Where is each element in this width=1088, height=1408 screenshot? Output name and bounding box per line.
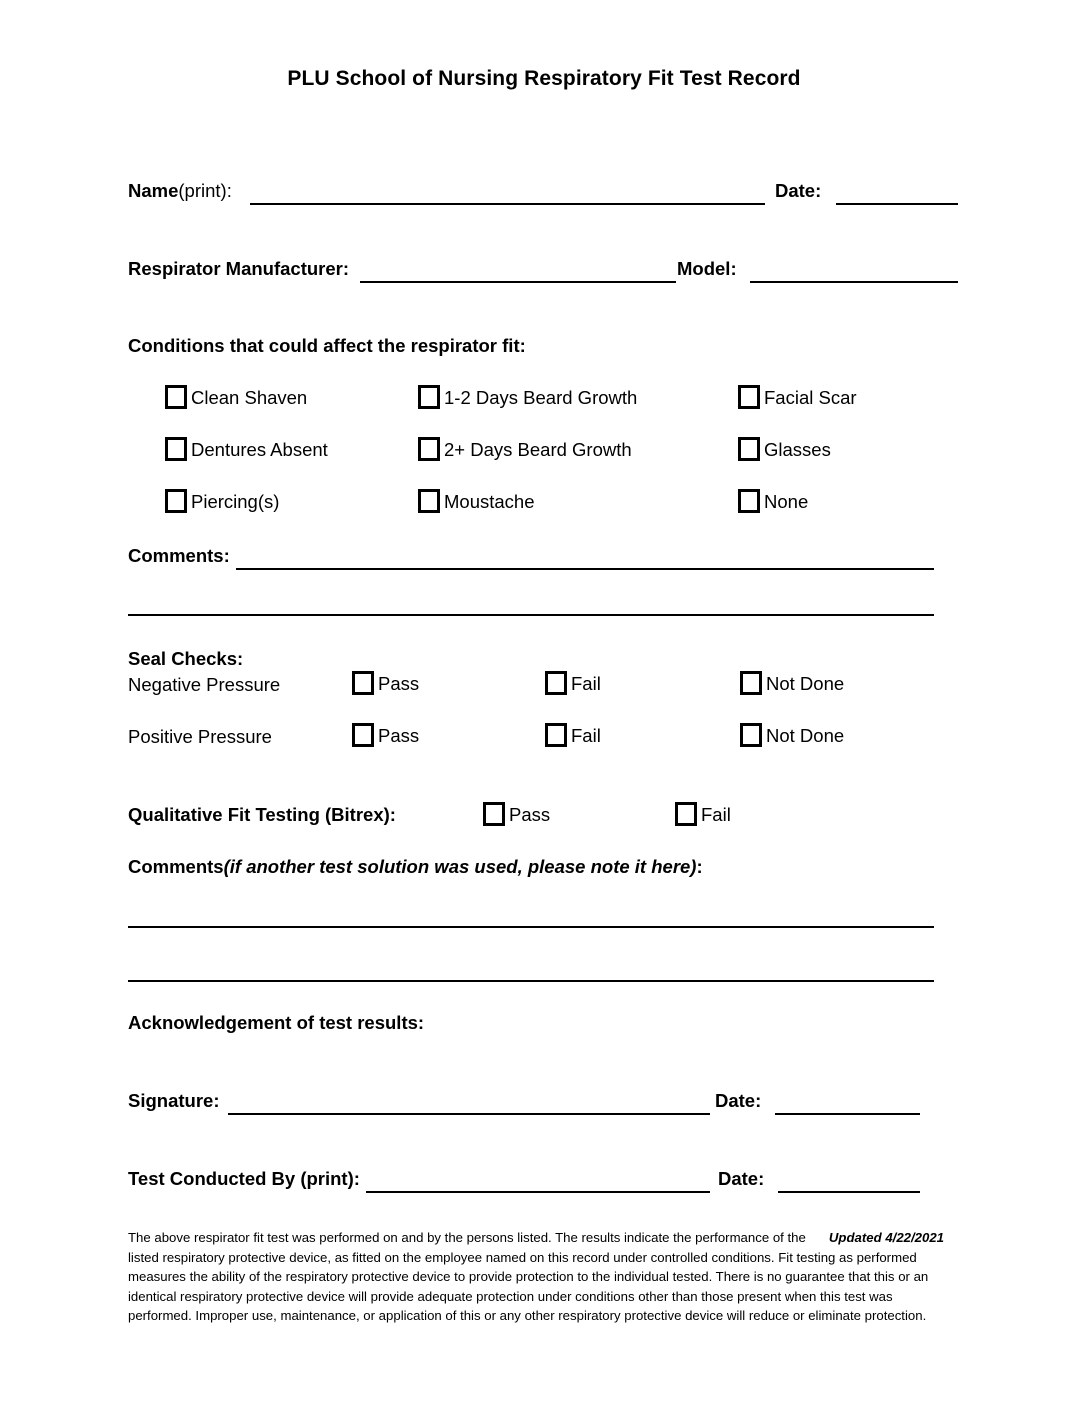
- qualitative-heading: [128, 804, 396, 826]
- model-label-row: [677, 258, 737, 280]
- checkbox-icon[interactable]: [352, 671, 374, 695]
- checkbox-label: Facial Scar: [764, 386, 857, 408]
- manufacturer-label: Respirator Manufacturer:: [128, 258, 350, 279]
- checkbox-icon[interactable]: [165, 385, 187, 409]
- checkbox-clean-shaven[interactable]: [165, 385, 307, 409]
- qualitative-comments-label-main: Comments: [128, 856, 224, 877]
- checkbox-icon[interactable]: [418, 437, 440, 461]
- acknowledgement-heading: [128, 1012, 424, 1034]
- name-label: Name: [128, 180, 179, 201]
- seal-checks-heading: [128, 648, 243, 670]
- acknowledgement-heading-text: Acknowledgement of test results:: [128, 1012, 425, 1033]
- checkbox-icon[interactable]: [483, 802, 505, 826]
- checkbox-label: Not Done: [766, 672, 845, 694]
- seal-check-row-label-negative: Negative Pressure: [128, 674, 281, 695]
- seal-checks-heading-text: Seal Checks:: [128, 648, 244, 669]
- checkbox-label: Pass: [509, 803, 551, 825]
- checkbox-label: Fail: [701, 803, 731, 825]
- checkbox-2-plus-days-beard-growth[interactable]: [418, 437, 632, 461]
- checkbox-label: Not Done: [766, 724, 845, 746]
- checkbox-positive-pressure-pass[interactable]: [352, 723, 419, 747]
- checkbox-positive-pressure-not-done[interactable]: [740, 723, 844, 747]
- signature-date-input-line[interactable]: [775, 1113, 920, 1115]
- checkbox-label: Fail: [571, 724, 601, 746]
- model-input-line[interactable]: [750, 281, 958, 283]
- conducted-by-field-row: [128, 1168, 360, 1190]
- checkbox-icon[interactable]: [738, 437, 760, 461]
- page-title: PLU School of Nursing Respiratory Fit Test Record: [287, 67, 801, 90]
- checkbox-label: Clean Shaven: [191, 386, 308, 408]
- signature-label: Signature:: [128, 1090, 220, 1111]
- checkbox-icon[interactable]: [165, 437, 187, 461]
- checkbox-label: Glasses: [764, 438, 831, 460]
- checkbox-icon[interactable]: [675, 802, 697, 826]
- qualitative-comments-label-note: (if another test solution was used, please note it here): [223, 856, 697, 877]
- checkbox-negative-pressure-fail[interactable]: [545, 671, 601, 695]
- checkbox-label: Pass: [378, 724, 420, 746]
- checkbox-label: 1-2 Days Beard Growth: [444, 386, 638, 408]
- name-print-label: (print):: [178, 180, 232, 201]
- checkbox-icon[interactable]: [740, 671, 762, 695]
- updated-stamp: Updated 4/22/2021: [828, 1230, 944, 1245]
- conducted-by-date-label: Date:: [718, 1168, 765, 1189]
- checkbox-icon[interactable]: [738, 489, 760, 513]
- checkbox-label: Pass: [378, 672, 420, 694]
- checkbox-qualitative-pass[interactable]: [483, 802, 550, 826]
- signature-field-row: [128, 1090, 219, 1112]
- signature-date-label-row: [715, 1090, 761, 1112]
- checkbox-glasses[interactable]: [738, 437, 831, 461]
- date-label-top: [775, 180, 821, 202]
- conducted-by-label: Test Conducted By (print):: [128, 1168, 360, 1189]
- checkbox-qualitative-fail[interactable]: [675, 802, 731, 826]
- checkbox-facial-scar[interactable]: [738, 385, 857, 409]
- checkbox-icon[interactable]: [545, 671, 567, 695]
- conditions-heading: [128, 335, 526, 357]
- checkbox-label: 2+ Days Beard Growth: [444, 438, 632, 460]
- date-label-text: Date:: [775, 180, 822, 201]
- checkbox-icon[interactable]: [545, 723, 567, 747]
- qualitative-comments-label: [128, 856, 703, 878]
- signature-input-line[interactable]: [228, 1113, 710, 1115]
- date-input-line-top[interactable]: [836, 203, 958, 205]
- seal-check-row-label-positive: Positive Pressure: [128, 726, 272, 747]
- checkbox-label: Dentures Absent: [191, 438, 328, 460]
- checkbox-moustache[interactable]: [418, 489, 535, 513]
- conditions-comments-label-text: Comments:: [128, 545, 230, 566]
- checkbox-icon[interactable]: [738, 385, 760, 409]
- disclaimer-paragraph: [128, 1228, 944, 1326]
- checkbox-label: Moustache: [444, 490, 535, 512]
- checkbox-icon[interactable]: [418, 489, 440, 513]
- conducted-by-date-input-line[interactable]: [778, 1191, 920, 1193]
- conditions-heading-text: Conditions that could affect the respirator fit:: [128, 335, 526, 356]
- checkbox-icon[interactable]: [352, 723, 374, 747]
- checkbox-label: Piercing(s): [191, 490, 280, 512]
- name-field-row: [128, 180, 232, 202]
- checkbox-1-2-days-beard-growth[interactable]: [418, 385, 637, 409]
- checkbox-label: None: [764, 490, 809, 512]
- checkbox-icon[interactable]: [418, 385, 440, 409]
- conditions-comments-line-1[interactable]: [236, 568, 934, 570]
- checkbox-negative-pressure-not-done[interactable]: [740, 671, 844, 695]
- checkbox-icon[interactable]: [165, 489, 187, 513]
- conditions-comments-line-2[interactable]: [128, 614, 934, 616]
- manufacturer-input-line[interactable]: [360, 281, 676, 283]
- conditions-comments-label: [128, 545, 230, 567]
- checkbox-icon[interactable]: [740, 723, 762, 747]
- model-label: Model:: [677, 258, 737, 279]
- checkbox-none[interactable]: [738, 489, 808, 513]
- checkbox-label: Fail: [571, 672, 601, 694]
- checkbox-negative-pressure-pass[interactable]: [352, 671, 419, 695]
- conducted-by-date-label-row: [718, 1168, 764, 1190]
- qualitative-comments-line-1[interactable]: [128, 926, 934, 928]
- qualitative-comments-label-colon: :: [696, 856, 703, 877]
- signature-date-label: Date:: [715, 1090, 762, 1111]
- qualitative-comments-line-2[interactable]: [128, 980, 934, 982]
- manufacturer-field-row: [128, 258, 349, 280]
- conducted-by-input-line[interactable]: [366, 1191, 710, 1193]
- checkbox-positive-pressure-fail[interactable]: [545, 723, 601, 747]
- checkbox-piercings[interactable]: [165, 489, 279, 513]
- checkbox-dentures-absent[interactable]: [165, 437, 328, 461]
- disclaimer-text: The above respirator fit test was performed on and by the persons listed. The results indicate the performance of the listed respiratory protective device, as fitted on the employee named on this record under controlled conditions. Fit testing as performed measures the ability of the respiratory protective device to provide protection to the individual tested. There is no guarantee that this or an identical respiratory protective device will provide adequate protection under conditions other than those present when this test was performed. Improper use, maintenance, or application of this or any other respiratory protective device will reduce or eliminate protection.: [128, 1230, 929, 1324]
- name-input-line[interactable]: [250, 203, 765, 205]
- qualitative-heading-text: Qualitative Fit Testing (Bitrex):: [128, 804, 396, 825]
